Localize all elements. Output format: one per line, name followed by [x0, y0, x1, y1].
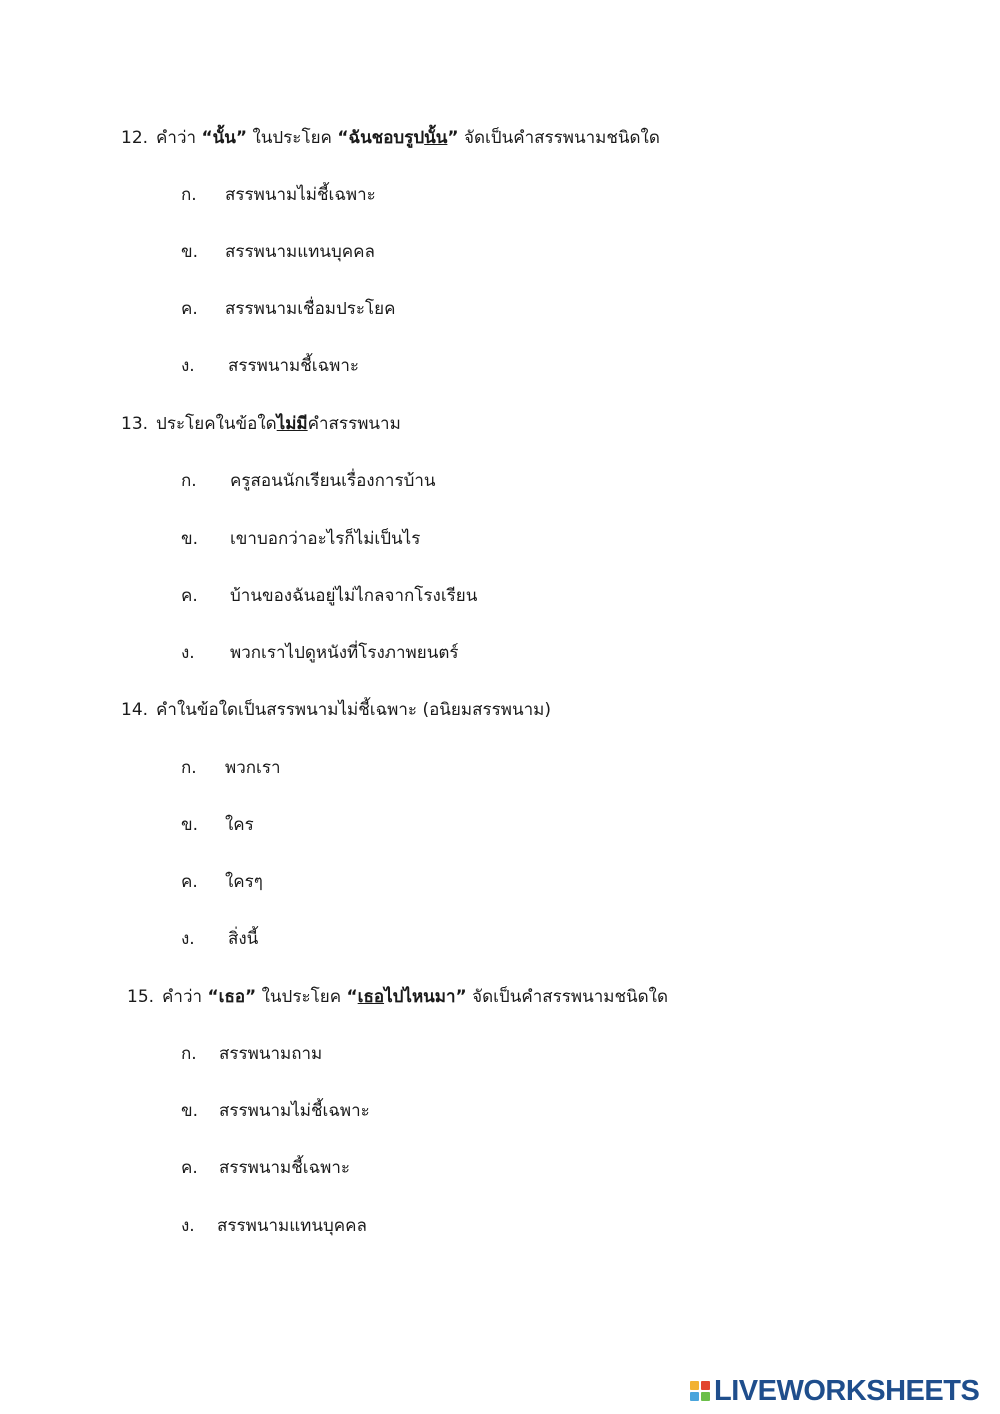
option-letter: ง.	[181, 356, 195, 376]
option-text: สรรพนามไม่ชี้เฉพาะ	[219, 1101, 370, 1121]
logo-square	[701, 1392, 710, 1401]
option-text: สรรพนามถาม	[219, 1044, 323, 1064]
option-12-b[interactable]	[181, 241, 375, 263]
underlined-word: ไม่มี	[276, 414, 308, 434]
option-14-b[interactable]	[181, 814, 254, 836]
liveworksheets-logo-icon	[690, 1381, 710, 1401]
option-text: สรรพนามแทนบุคคล	[217, 1216, 367, 1236]
option-letter: ค.	[181, 586, 198, 606]
option-letter: ง.	[181, 643, 195, 663]
option-letter: ค.	[181, 1158, 198, 1178]
option-13-d[interactable]	[181, 642, 459, 664]
option-13-a[interactable]	[181, 470, 436, 492]
option-letter: ข.	[181, 1101, 199, 1121]
option-15-d[interactable]	[181, 1215, 367, 1237]
option-text: พวกเราไปดูหนังที่โรงภาพยนตร์	[230, 643, 459, 663]
question-15	[127, 986, 668, 1008]
option-letter: ข.	[181, 815, 199, 835]
option-13-c[interactable]	[181, 585, 477, 607]
option-letter: ข.	[181, 529, 199, 549]
option-letter: ข.	[181, 242, 199, 262]
question-text: คำว่า “เธอ” ในประโยค “เธอไปไหนมา” จัดเป็นคำสรรพนามชนิดใด	[162, 987, 669, 1007]
option-14-c[interactable]	[181, 871, 263, 893]
option-15-b[interactable]	[181, 1100, 370, 1122]
question-text: คำในข้อใดเป็นสรรพนามไม่ชี้เฉพาะ (อนิยมสรรพนาม)	[156, 700, 551, 720]
question-number: 13.	[121, 414, 149, 434]
option-text: สรรพนามชี้เฉพาะ	[228, 356, 360, 376]
option-15-c[interactable]	[181, 1157, 350, 1179]
quoted-word: “นั้น”	[201, 128, 248, 148]
option-14-d[interactable]	[181, 928, 258, 950]
option-text: สิ่งนี้	[228, 929, 259, 949]
quoted-word: “เธอ”	[207, 987, 257, 1007]
option-letter: ง.	[181, 1216, 195, 1236]
quoted-sentence: “เธอไปไหนมา”	[346, 987, 467, 1007]
option-12-d[interactable]	[181, 355, 359, 377]
quoted-sentence: “ฉันชอบรูปนั้น”	[337, 128, 459, 148]
option-text: เขาบอกว่าอะไรก็ไม่เป็นไร	[230, 529, 421, 549]
option-text: บ้านของฉันอยู่ไม่ไกลจากโรงเรียน	[230, 586, 478, 606]
logo-square	[701, 1381, 710, 1390]
question-number: 12.	[121, 128, 149, 148]
option-text: สรรพนามเชื่อมประโยค	[225, 299, 396, 319]
question-number: 14.	[121, 700, 149, 720]
liveworksheets-logo[interactable]	[690, 1374, 979, 1408]
option-13-b[interactable]	[181, 528, 420, 550]
option-letter: ค.	[181, 299, 198, 319]
question-14	[121, 699, 551, 721]
option-letter: ก.	[181, 185, 197, 205]
question-12	[121, 127, 660, 149]
option-letter: ก.	[181, 471, 197, 491]
question-text: ประโยคในข้อใดไม่มีคำสรรพนาม	[156, 414, 401, 434]
option-letter: ก.	[181, 758, 197, 778]
question-13	[121, 413, 401, 435]
option-text: ใครๆ	[225, 872, 263, 892]
option-letter: ก.	[181, 1044, 197, 1064]
option-12-a[interactable]	[181, 184, 376, 206]
option-text: สรรพนามไม่ชี้เฉพาะ	[225, 185, 376, 205]
option-15-a[interactable]	[181, 1043, 322, 1065]
option-text: สรรพนามชี้เฉพาะ	[219, 1158, 351, 1178]
option-letter: ค.	[181, 872, 198, 892]
underlined-word: นั้น	[424, 128, 448, 148]
logo-text: LIVEWORKSHEETS	[714, 1374, 980, 1407]
option-text: ครูสอนนักเรียนเรื่องการบ้าน	[230, 471, 436, 491]
option-letter: ง.	[181, 929, 195, 949]
option-text: พวกเรา	[225, 758, 281, 778]
logo-square	[690, 1381, 699, 1390]
question-number: 15.	[127, 987, 155, 1007]
option-14-a[interactable]	[181, 757, 281, 779]
option-12-c[interactable]	[181, 298, 396, 320]
underlined-word: เธอ	[357, 987, 385, 1007]
option-text: สรรพนามแทนบุคคล	[225, 242, 375, 262]
question-text: คำว่า “นั้น” ในประโยค “ฉันชอบรูปนั้น” จัดเป็นคำสรรพนามชนิดใด	[156, 128, 660, 148]
logo-square	[690, 1392, 699, 1401]
option-text: ใคร	[225, 815, 254, 835]
